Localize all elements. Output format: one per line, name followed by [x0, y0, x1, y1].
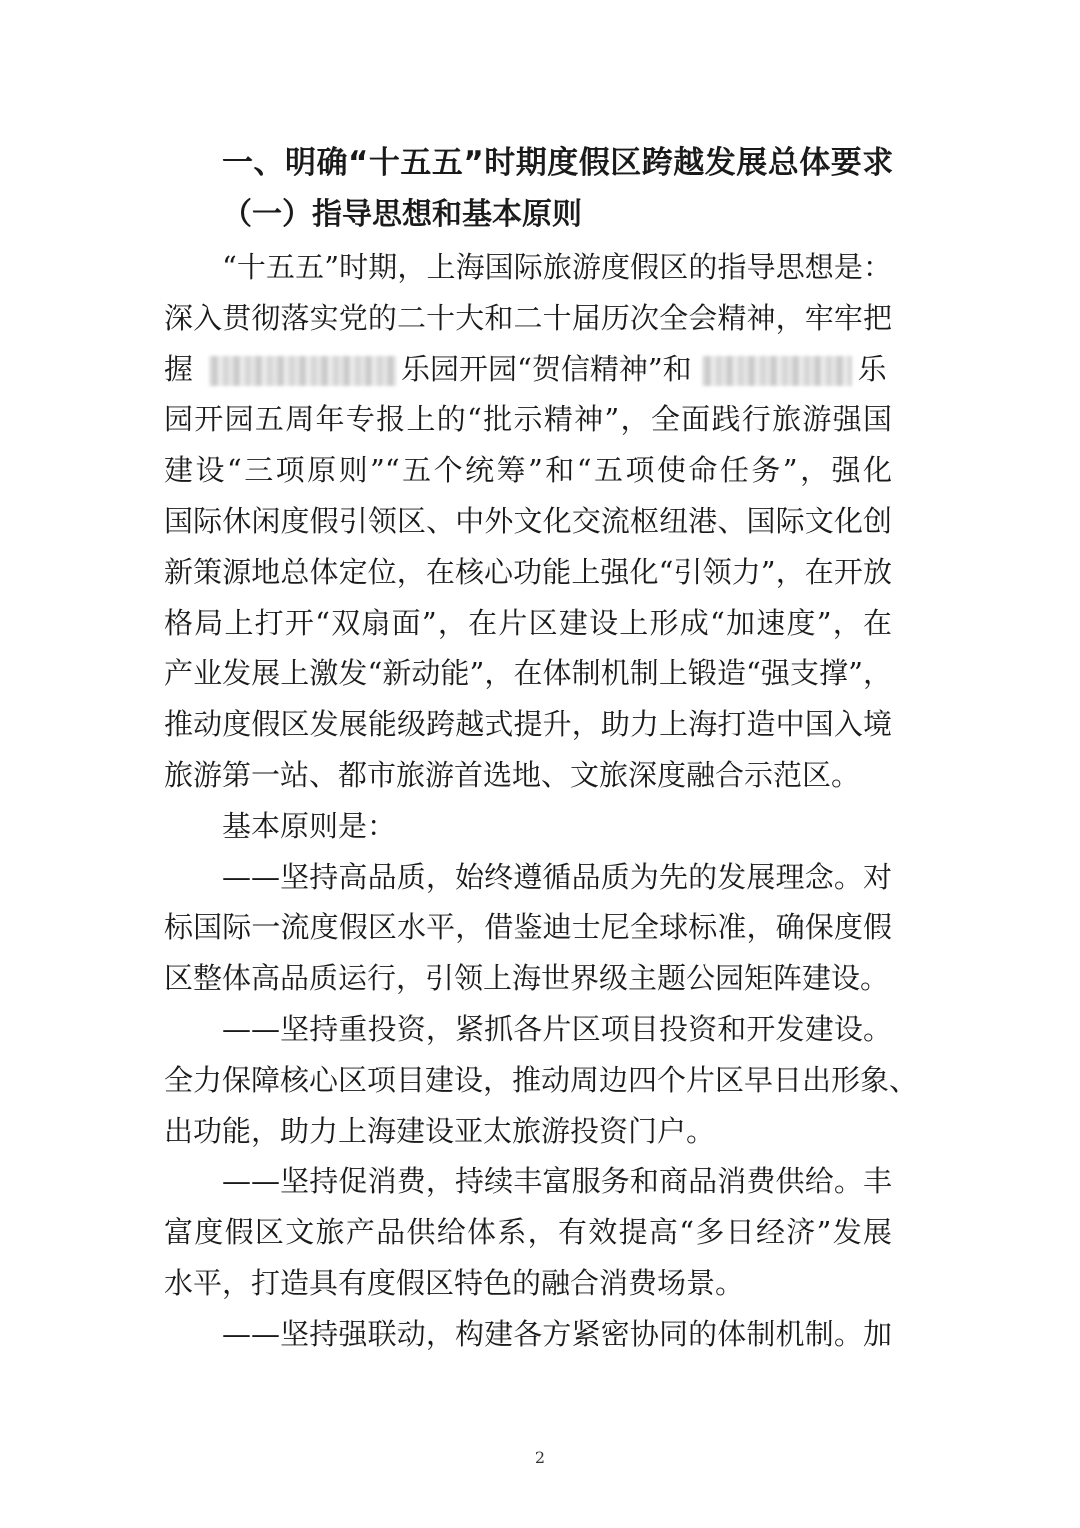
- paragraph-line: 产业发展上激发“新动能”，在体制机制上锻造“强支撑”，: [164, 656, 892, 691]
- text-fragment: 握: [164, 351, 194, 386]
- paragraph-line: ——坚持高品质，始终遵循品质为先的发展理念。对: [222, 859, 892, 894]
- paragraph-line: 深入贯彻落实党的二十大和二十届历次全会精神，牢牢把: [164, 300, 892, 335]
- paragraph-line: 建设“三项原则”“五个统筹”和“五项使命任务”，强化: [164, 453, 892, 488]
- paragraph-line-redacted: [164, 344, 892, 395]
- paragraph-line: 国际休闲度假引领区、中外文化交流枢纽港、国际文化创: [164, 503, 892, 538]
- paragraph-line: 旅游第一站、都市旅游首选地、文旅深度融合示范区。: [164, 757, 861, 792]
- paragraph-line: “十五五”时期，上海国际旅游度假区的指导思想是：: [222, 250, 892, 284]
- paragraph-line: 基本原则是：: [222, 808, 397, 843]
- paragraph-line: 出功能，助力上海建设亚太旅游投资门户。: [164, 1113, 716, 1148]
- paragraph-line: 水平，打造具有度假区特色的融合消费场景。: [164, 1265, 745, 1300]
- redacted-text: [702, 356, 852, 386]
- paragraph-line: ——坚持强联动，构建各方紧密协同的体制机制。加: [222, 1316, 892, 1351]
- paragraph-line: 格局上打开“双扇面”，在片区建设上形成“加速度”，在: [164, 605, 892, 640]
- paragraph-line: 全力保障核心区项目建设，推动周边四个片区早日出形象、: [164, 1062, 919, 1097]
- text-fragment: 乐: [857, 351, 887, 386]
- paragraph-line: 园开园五周年专报上的“批示精神”，全面践行旅游强国: [164, 402, 892, 437]
- subsection-heading: （一）指导思想和基本原则: [222, 197, 582, 232]
- paragraph-line: ——坚持促消费，持续丰富服务和商品消费供给。丰: [222, 1164, 892, 1199]
- paragraph-line: 区整体高品质运行，引领上海世界级主题公园矩阵建设。: [164, 961, 890, 996]
- paragraph-line: 新策源地总体定位，在核心功能上强化“引领力”，在开放: [164, 554, 892, 589]
- paragraph-line: 富度假区文旅产品供给体系，有效提高“多日经济”发展: [164, 1215, 892, 1250]
- paragraph-line: ——坚持重投资，紧抓各片区项目投资和开发建设。: [222, 1011, 892, 1046]
- paragraph-line: 标国际一流度假区水平，借鉴迪士尼全球标准，确保度假: [164, 910, 892, 945]
- page-number: 2: [534, 1448, 546, 1467]
- section-heading: 一、明确“十五五”时期度假区跨越发展总体要求: [222, 145, 894, 181]
- paragraph-line: 推动度假区发展能级跨越式提升，助力上海打造中国入境: [164, 707, 892, 742]
- text-fragment: 乐园开园“贺信精神”和: [401, 351, 692, 386]
- redacted-text: [209, 356, 397, 386]
- body-text: [164, 242, 919, 1360]
